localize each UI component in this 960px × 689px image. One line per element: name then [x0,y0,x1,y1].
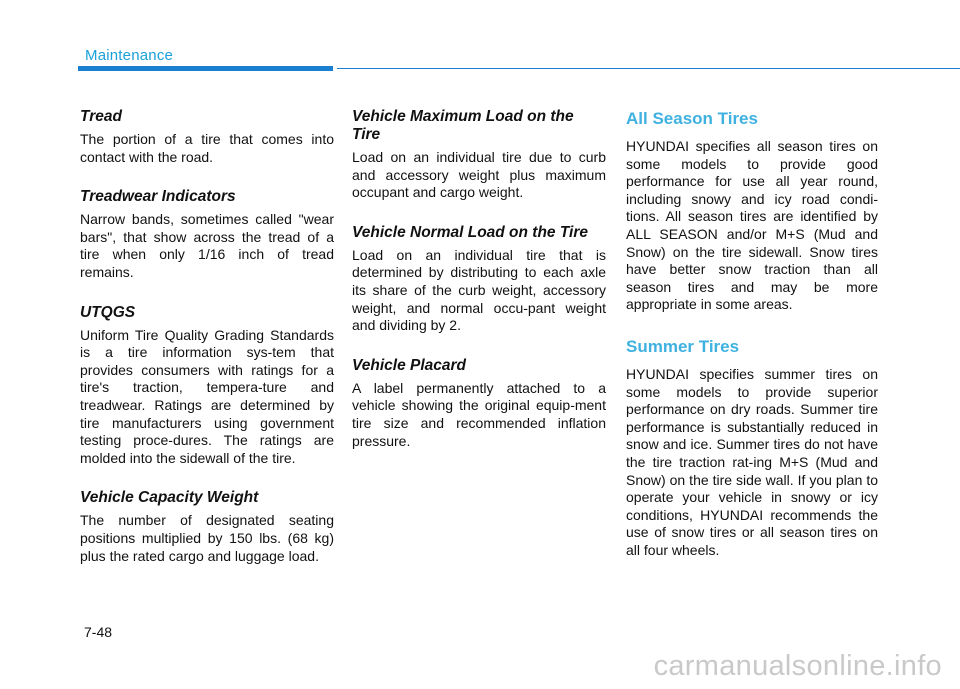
section-heading: Summer Tires [626,336,740,356]
term-definition: A label permanently attached to a vehicle showing the original equip-ment tire size and recommended inflation pressure. [352,379,606,449]
term-heading: Treadwear Indicators [80,188,236,206]
term-definition: Narrow bands, sometimes called "wear bars", that show across the tread of a tire when only 1/16 inch of tread remains. [80,211,334,280]
term-heading: UTQGS [80,303,136,321]
term-definition: The portion of a tire that comes into contact with the road. [80,131,334,165]
section-body: HYUNDAI specifies summer tires on some models to provide superior performance on dry roads. Summer tire performance is substantially reduced in snow and ice. Summer tires do not have the tire traction rat-ing M+S (Mud and Snow) on the tire side wall. If you plan to operate your vehicle in snowy or icy conditions, HYUNDAI recommends the use of snow tires or all season tires on all four wheels. [626,365,878,558]
watermark-text: carmanualsonline.info [653,650,942,682]
section-body: HYUNDAI specifies all season tires on some models to provide good performance for use all year round, including snowy and icy road condi-tions. All season tires are identified by ALL SEASON and/or M+S (Mud and Snow) on the tire sidewall. Snow tires have better snow traction than all season tires and may be more appropriate in some areas. [626,138,878,313]
section-heading: All Season Tires [626,109,758,128]
page-number: 7-48 [84,624,113,640]
term-heading: Vehicle Normal Load on the Tire [352,223,588,241]
term-definition: Load on an individual tire that is determined by distributing to each axle its share of the curb weight, accessory weight, and normal occu-pant weight and dividing by 2. [352,246,606,334]
column-middle [352,108,606,472]
section-title: Maintenance [85,47,174,64]
term-heading: Tread [80,108,122,125]
term-heading: Vehicle Placard [352,356,467,374]
header-rule-thick [78,66,333,71]
column-right [626,108,878,581]
term-definition: Uniform Tire Quality Grading Standards is a tire information sys-tem that provides consumers with ratings for a tire's traction, tempera-ture and treadwear. Ratings are determined by tire manufacturers using government testing proce-dures. The ratings are molded into the sidewall of the tire. [80,326,334,466]
term-heading: Vehicle Maximum Load on the Tire [352,108,574,143]
term-definition: The number of designated seating positions multiplied by 150 lbs. (68 kg) plus the rated cargo and luggage load. [80,512,334,564]
term-heading: Vehicle Capacity Weight [80,489,259,507]
column-left [80,108,334,587]
header-rule-thin [337,68,960,69]
term-definition: Load on an individual tire due to curb and accessory weight plus maximum occupant and cargo weight. [352,149,606,201]
